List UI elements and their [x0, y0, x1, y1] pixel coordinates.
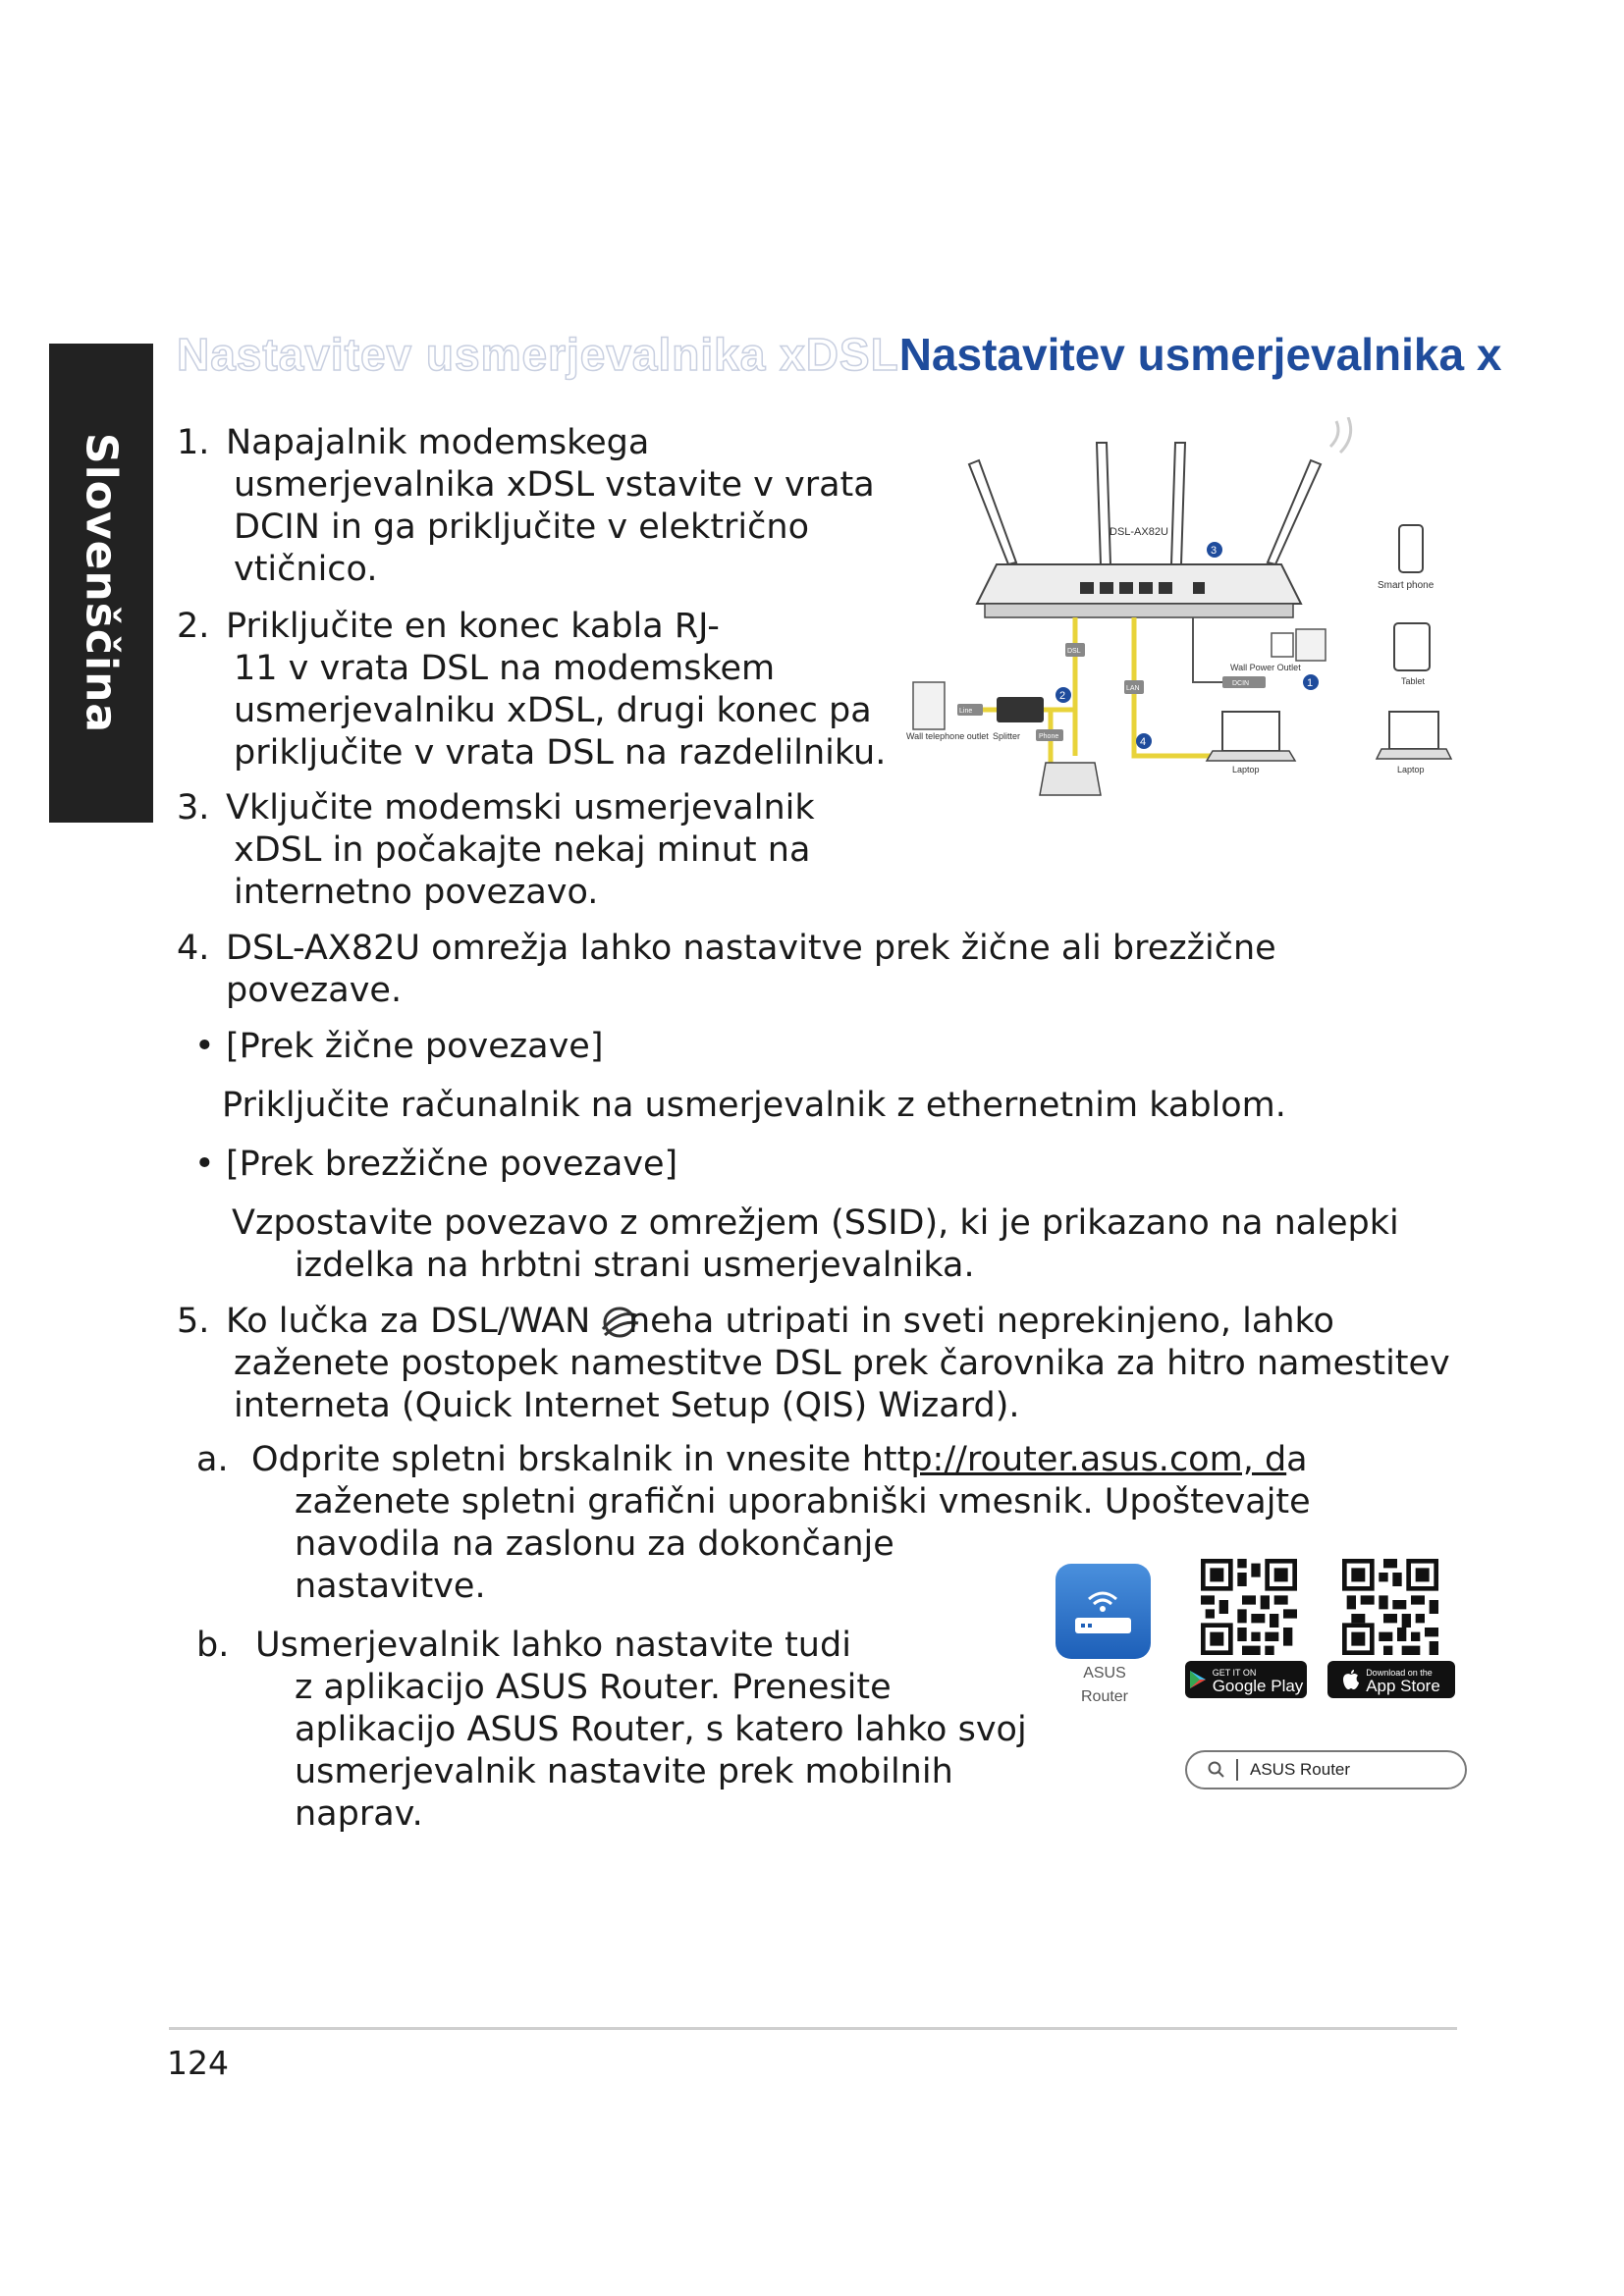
line-label: Line — [959, 708, 973, 715]
heading-title: Nastavitev usmerjevalnika x — [898, 329, 1502, 380]
step-number: a. — [196, 1440, 229, 1479]
dsl-label: DSL — [1067, 648, 1081, 655]
wifi-wave — [1330, 421, 1338, 447]
laptop-wired-base — [1207, 751, 1295, 761]
step-1-line: vtičnico. — [234, 550, 378, 589]
step-2-line: Priključite en konec kabla RJ- — [226, 607, 720, 646]
substep-b-line: naprav. — [295, 1794, 423, 1834]
app-store-text — [1366, 1666, 1440, 1693]
laptop-wired — [1222, 712, 1279, 751]
bullet-wireless-line: izdelka na hrbtni strani usmerjevalnika. — [295, 1246, 975, 1285]
bullet-wired-text: Priključite računalnik na usmerjevalnik z ethernetnim kablom. — [222, 1086, 1286, 1125]
google-play-badge[interactable] — [1185, 1661, 1307, 1698]
step-2-line: usmerjevalniku xDSL, drugi konec pa — [234, 691, 872, 730]
telephone — [1040, 763, 1101, 795]
app-caption-line: ASUS — [1083, 1665, 1126, 1682]
step-3-line: Vključite modemski usmerjevalnik — [226, 788, 815, 828]
step-2-line: priključite v vrata DSL na razdelilniku. — [234, 733, 887, 773]
network-diagram — [898, 417, 1458, 805]
router-model-label: DSL-AX82U — [1110, 526, 1168, 538]
tablet-label: Tablet — [1401, 676, 1426, 686]
language-tab — [49, 344, 153, 823]
marker-1 — [1303, 674, 1319, 690]
search-text: ASUS Router — [1250, 1760, 1351, 1779]
svg-text:2: 2 — [1059, 690, 1066, 702]
substep-a-line: zaženete spletni grafični uporabniški vmesnik. Upoštevajte — [295, 1482, 1311, 1522]
search-separator — [1236, 1759, 1238, 1781]
router-port — [1139, 582, 1153, 594]
router-base — [985, 604, 1293, 617]
step-4-line: DSL-AX82U omrežja lahko nastavitve prek žične ali brezžične — [226, 929, 1276, 968]
step-1-line: Napajalnik modemskega — [226, 423, 650, 462]
step-number: 1. — [177, 423, 210, 462]
router-url-link[interactable]: p://router.asus.com, d — [910, 1440, 1287, 1479]
google-play-small: GET IT ON — [1212, 1668, 1257, 1678]
laptop-2-label: Laptop — [1397, 765, 1425, 774]
google-play-text — [1213, 1666, 1304, 1693]
step-3-line: internetno povezavo. — [234, 873, 599, 912]
router-port — [1193, 582, 1205, 594]
step-4-line: povezave. — [226, 971, 403, 1010]
substep-a-line: nastavitve. — [295, 1567, 486, 1606]
step-5-line: zaženete postopek namestitve DSL prek čarovnika za hitro namestitev — [234, 1344, 1450, 1383]
substep-a-line: navodila na zaslonu za dokončanje — [295, 1524, 894, 1564]
antenna — [969, 460, 1016, 564]
step-1-line: usmerjevalnika xDSL vstavite v vrata — [234, 465, 875, 505]
router-app-icon — [1056, 1564, 1151, 1659]
marker-2 — [1056, 687, 1071, 703]
router-port — [1080, 582, 1094, 594]
app-store-label: App Store — [1366, 1677, 1440, 1695]
google-play-label: Google Play — [1212, 1677, 1304, 1695]
marker-4 — [1136, 733, 1152, 749]
lan-label: LAN — [1126, 685, 1140, 692]
smartphone — [1399, 525, 1423, 572]
svg-text:4: 4 — [1140, 736, 1147, 748]
app-store-small: Download on the — [1366, 1668, 1433, 1678]
tablet — [1394, 623, 1430, 670]
phone-label: Phone — [1039, 733, 1059, 740]
language-tab-label: Slovenščina — [76, 432, 127, 734]
app-search-box[interactable] — [1185, 1750, 1467, 1789]
app-caption-line: Router — [1080, 1688, 1129, 1705]
bullet-wireless-line: Vzpostavite povezavo z omrežjem (SSID), ki je prikazano na nalepki — [232, 1203, 1399, 1243]
substep-a-text-end: a — [1286, 1440, 1308, 1479]
substep-a-line — [251, 1439, 1308, 1481]
laptop-1-label: Laptop — [1232, 765, 1260, 774]
wall-power-label: Wall Power Outlet — [1230, 663, 1301, 672]
wifi-wave — [1340, 417, 1351, 453]
antenna — [1268, 460, 1321, 564]
router-port — [1100, 582, 1113, 594]
asus-router-app-icon[interactable] — [1056, 1564, 1151, 1659]
bullet-wired-label: [Prek žične povezave] — [226, 1027, 604, 1066]
router-port — [1119, 582, 1133, 594]
svg-text:1: 1 — [1307, 677, 1314, 689]
step-5-line: neha utripati in sveti neprekinjeno, lahko — [628, 1302, 1334, 1341]
substep-a-text: Odprite spletni brskalnik in vnesite htt — [251, 1440, 911, 1479]
antenna — [1171, 443, 1185, 564]
wall-telephone-outlet — [913, 682, 945, 729]
step-2-line: 11 v vrata DSL na modemskem — [234, 649, 776, 688]
substep-b-line: z aplikacijo ASUS Router. Prenesite — [295, 1668, 892, 1707]
splitter-label: Splitter — [993, 731, 1021, 741]
bullet-dot: • — [194, 1027, 215, 1066]
step-1-line: DCIN in ga priključite v električno — [234, 507, 809, 547]
step-5-line: interneta (Quick Internet Setup (QIS) Wizard). — [234, 1386, 1020, 1425]
app-store-qr-code — [1342, 1559, 1438, 1655]
cable-power — [1193, 617, 1222, 682]
laptop-wireless — [1389, 712, 1438, 749]
search-icon — [1207, 1760, 1226, 1780]
substep-b-line: usmerjevalnik nastavite prek mobilnih — [295, 1752, 953, 1791]
step-number: 3. — [177, 788, 210, 828]
apple-icon — [1342, 1669, 1360, 1690]
smartphone-label: Smart phone — [1378, 580, 1435, 591]
app-store-badge[interactable] — [1327, 1661, 1455, 1698]
substep-b-line: aplikacijo ASUS Router, s katero lahko svoj — [295, 1710, 1027, 1749]
heading-ghost: Nastavitev usmerjevalnika xDSL — [177, 329, 899, 380]
step-3-line: xDSL in počakajte nekaj minut na — [234, 830, 811, 870]
step-5-line: Ko lučka za DSL/WAN — [226, 1302, 591, 1341]
footer-divider — [169, 2027, 1457, 2030]
step-number: 2. — [177, 607, 210, 646]
dcin-label: DCIN — [1232, 680, 1250, 687]
google-play-icon — [1189, 1670, 1207, 1689]
splitter — [997, 697, 1044, 722]
bullet-wireless-label: [Prek brezžične povezave] — [226, 1145, 678, 1184]
svg-text:3: 3 — [1211, 545, 1218, 557]
wall-phone-label: Wall telephone outlet — [906, 731, 989, 741]
google-play-qr-code — [1201, 1559, 1297, 1655]
wall-power-outlet — [1296, 629, 1326, 661]
step-number: 5. — [177, 1302, 210, 1341]
step-number: b. — [196, 1626, 230, 1665]
step-number: 4. — [177, 929, 210, 968]
router-port — [1159, 582, 1172, 594]
laptop-wireless-base — [1377, 749, 1451, 759]
page-number: 124 — [167, 2044, 229, 2082]
bullet-dot: • — [194, 1145, 215, 1184]
page-heading — [177, 328, 1624, 387]
antenna — [1097, 443, 1110, 564]
app-caption — [1056, 1662, 1154, 1709]
marker-3 — [1207, 542, 1222, 558]
substep-b-line: Usmerjevalnik lahko nastavite tudi — [255, 1626, 851, 1665]
power-adapter — [1272, 633, 1293, 657]
